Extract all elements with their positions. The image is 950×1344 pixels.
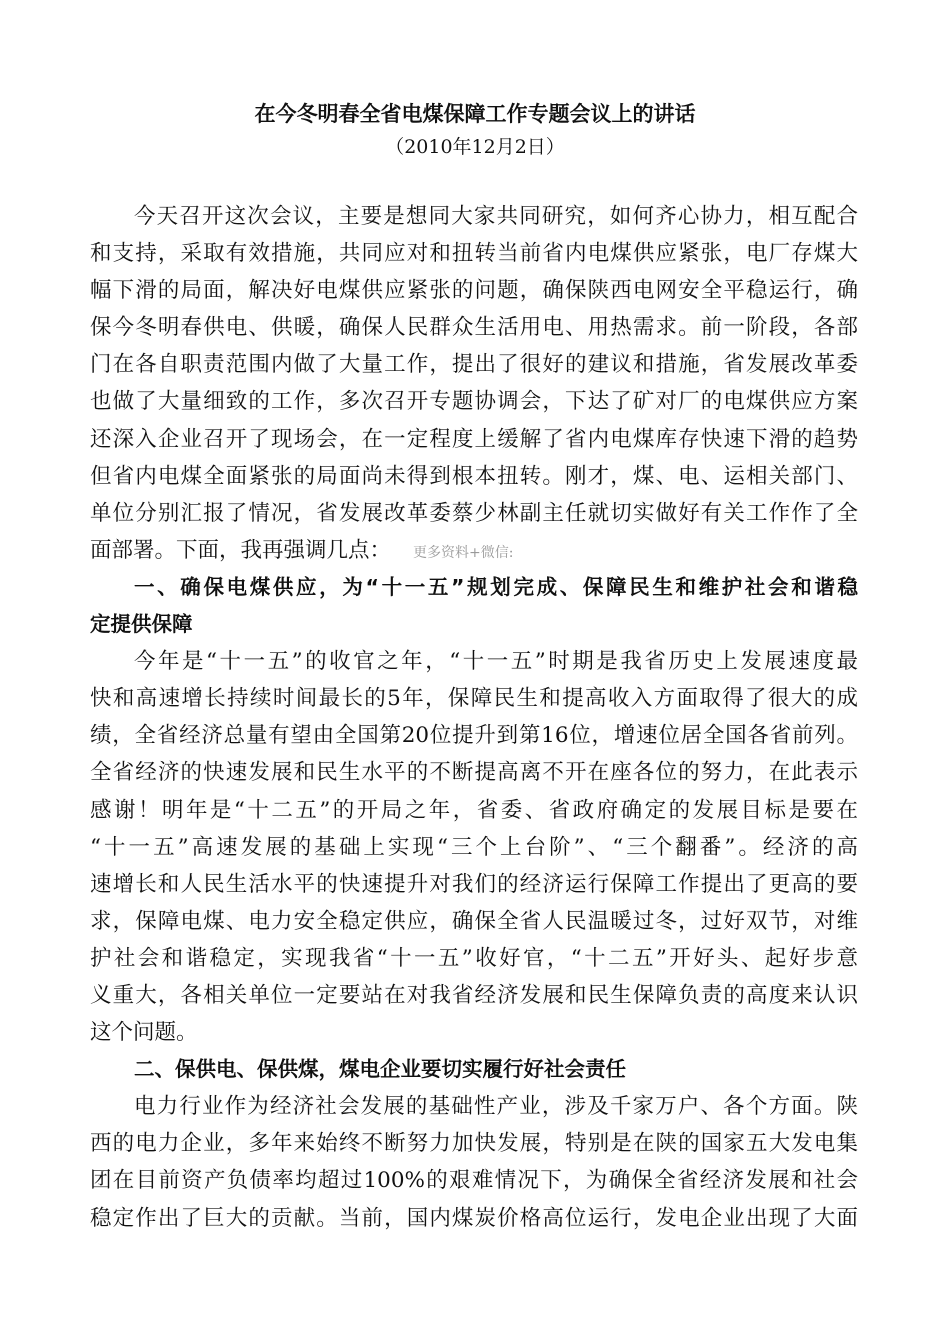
text-line: [90, 458, 858, 495]
text-line: [90, 792, 858, 829]
section-heading: [90, 569, 858, 643]
text-line-content: 和支持，采取有效措施，共同应对和扭转当前省内电煤供应紧张，电厂存煤大: [90, 241, 858, 267]
watermark-text: 更多资料+微信:: [413, 544, 514, 561]
text-line-content: “十一五”高速发展的基础上实现“三个上台阶”、“三个翻番”。经济的高: [90, 834, 858, 860]
document-title: 在今冬明春全省电煤保障工作专题会议上的讲话: [254, 102, 696, 126]
text-line-content: 但省内电煤全面紧张的局面尚未得到根本扭转。刚才，煤、电、运相关部门、: [90, 463, 858, 489]
text-line: [90, 421, 858, 458]
text-line-content: 团在目前资产负债率均超过100%的艰难情况下，为确保全省经济发展和社会: [90, 1168, 858, 1194]
text-line-content: 一、确保电煤供应，为“十一五”规划完成、保障民生和维护社会和谐稳: [134, 574, 858, 599]
text-line-content: 门在各自职责范围内做了大量工作，提出了很好的建议和措施，省发展改革委: [90, 352, 858, 378]
paragraph: [90, 198, 858, 569]
text-line: [90, 532, 858, 569]
text-line-content: 幅下滑的局面，解决好电煤供应紧张的问题，确保陕西电网安全平稳运行，确: [90, 278, 858, 304]
text-line: [90, 1051, 858, 1088]
text-line: [90, 569, 858, 606]
text-line: [90, 866, 858, 903]
text-line: [90, 680, 858, 717]
text-line-content: 今年是“十一五”的收官之年，“十一五”时期是我省历史上发展速度最: [134, 649, 858, 675]
text-line-content: 西的电力企业，多年来始终不断努力加快发展，特别是在陕的国家五大发电集: [90, 1131, 858, 1157]
text-line-content: 求，保障电煤、电力安全稳定供应，确保全省人民温暖过冬，过好双节，对维: [90, 908, 858, 934]
text-line-content: 保今冬明春供电、供暖，确保人民群众生活用电、用热需求。前一阶段，各部: [90, 315, 858, 341]
text-line-content: 稳定作出了巨大的贡献。当前，国内煤炭价格高位运行，发电企业出现了大面: [90, 1205, 858, 1231]
text-line: [90, 383, 858, 420]
text-line: [90, 309, 858, 346]
text-line: [90, 829, 858, 866]
text-line-content: 护社会和谐稳定，实现我省“十一五”收好官，“十二五”开好头、起好步意: [90, 945, 858, 971]
text-line: [90, 346, 858, 383]
text-line-content: 也做了大量细致的工作，多次召开专题协调会，下达了矿对厂的电煤供应方案: [90, 389, 858, 415]
text-line-content: 速增长和人民生活水平的快速提升对我们的经济运行保障工作提出了更高的要: [90, 871, 858, 897]
text-line: [90, 754, 858, 791]
paragraph: [90, 1088, 858, 1236]
text-line: [90, 1088, 858, 1125]
text-line-content: 义重大，各相关单位一定要站在对我省经济发展和民生保障负责的高度来认识: [90, 982, 858, 1008]
text-line: [90, 977, 858, 1014]
text-line: [90, 272, 858, 309]
document-date: （2010年12月2日）: [385, 136, 565, 158]
document-body: [90, 198, 858, 1237]
text-line-content: 单位分别汇报了情况，省发展改革委蔡少林副主任就切实做好有关工作作了全: [90, 500, 858, 526]
text-line: [90, 940, 858, 977]
text-line-content: 绩，全省经济总量有望由全国第20位提升到第16位，增速位居全国各省前列。: [90, 723, 858, 749]
text-line-content: 感谢！明年是“十二五”的开局之年，省委、省政府确定的发展目标是要在: [90, 797, 858, 823]
paragraph: [90, 643, 858, 1051]
text-line: [90, 198, 858, 235]
text-line-content: 这个问题。: [90, 1020, 198, 1046]
text-line: [90, 1014, 858, 1051]
text-line: [90, 1125, 858, 1162]
text-line: [90, 903, 858, 940]
text-line-content: 全省经济的快速发展和民生水平的不断提高离不开在座各位的努力，在此表示: [90, 760, 858, 786]
text-line: [90, 643, 858, 680]
text-line: [90, 235, 858, 272]
section-heading: [90, 1051, 858, 1088]
text-line-content: 二、保供电、保供煤，煤电企业要切实履行好社会责任: [134, 1057, 626, 1082]
text-line: [90, 606, 858, 643]
text-line: [90, 1162, 858, 1199]
text-line: [90, 495, 858, 532]
text-line-content: 电力行业作为经济社会发展的基础性产业，涉及千家万户、各个方面。陕: [134, 1094, 858, 1120]
text-line-content: 快和高速增长持续时间最长的5年，保障民生和提高收入方面取得了很大的成: [90, 686, 858, 712]
text-line-content: 今天召开这次会议，主要是想同大家共同研究，如何齐心协力，相互配合: [134, 204, 858, 229]
text-line-content: 面部署。下面，我再强调几点：: [90, 537, 392, 563]
text-line: [90, 1200, 858, 1237]
text-line: [90, 717, 858, 754]
text-line-content: 还深入企业召开了现场会，在一定程度上缓解了省内电煤库存快速下滑的趋势: [90, 426, 858, 452]
text-line-content: 定提供保障: [90, 612, 193, 637]
